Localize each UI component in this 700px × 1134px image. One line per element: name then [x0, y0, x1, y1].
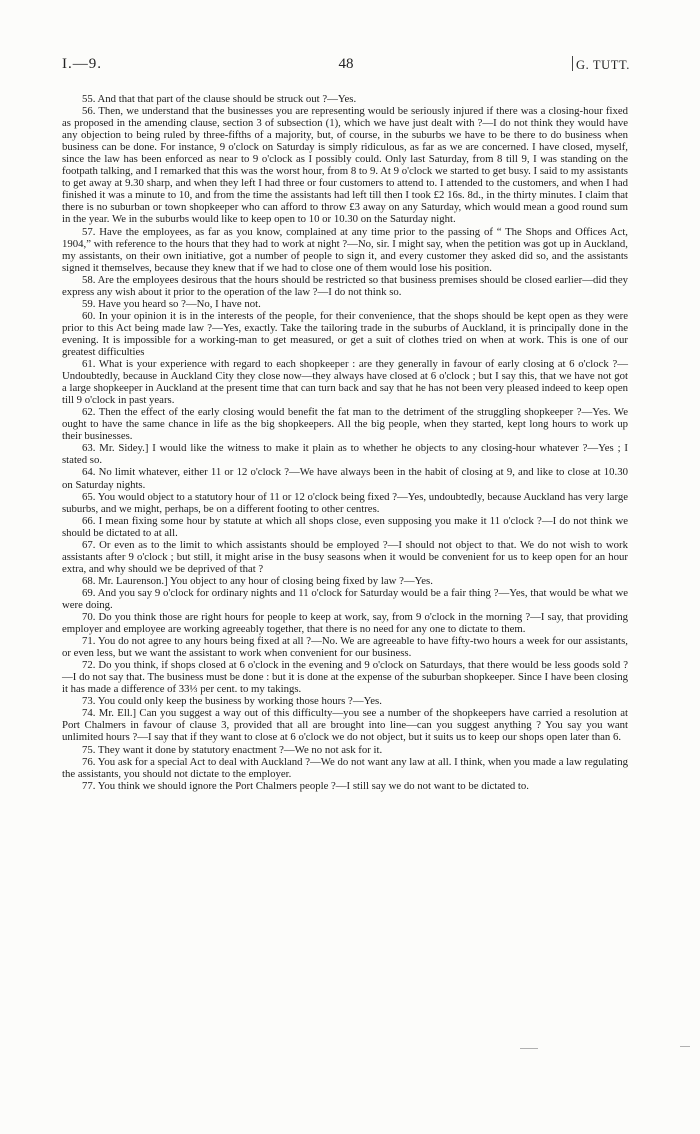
paragraph: 61. What is your experience with regard to each shopkeeper : are they generally in favour of early closing at 6 o'clock ?—Undoubtedly, because in Auckland City they close now—they always have closed at 6 o'clock ; but I say this, that we have not got a large shopkeeper in Auckland at the present time that can turn back and say that he has not been very pleased indeed to keep open till 9 o'clock in past years. [62, 358, 628, 407]
paragraph: 55. And that that part of the clause should be struck out ?—Yes. [82, 93, 357, 105]
page-header [62, 56, 630, 74]
paragraph: 70. Do you think those are right hours for people to keep at work, say, from 9 o'clock in the morning ?—I say, that providing employer and employee are working agreeably together, that there is no need for any one to dictate to them. [62, 611, 628, 636]
paragraph: 69. And you say 9 o'clock for ordinary nights and 11 o'clock for Saturday would be a fair thing ?—Yes, that would be what we were doing. [62, 586, 628, 611]
scan-mark [520, 1048, 538, 1049]
paragraph: 66. I mean fixing some hour by statute at which all shops close, even supposing you make it 11 o'clock ?—I do not think we should be dictated to at all. [62, 514, 628, 539]
paragraph: 76. You ask for a special Act to deal with Auckland ?—We do not want any law at all. I think, when you made a law regulating the assistants, you should not dictate to the employer. [62, 755, 628, 780]
paragraph: 57. Have the employees, as far as you know, complained at any time prior to the passing of “ The Shops and Offices Act, 1904,” with reference to the hours that they had to work at night ?—No, sir. I might say, when the petition was got up in Auckland, my assistants, on their own initiative, got a number of people to sign it, and every customer they asked did so, and the assistants signed it themselves, because they knew that if we had to close one of them would lose his position. [62, 225, 628, 274]
paragraph: 59. Have you heard so ?—No, I have not. [82, 297, 261, 310]
paragraph: 77. You think we should ignore the Port Chalmers people ?—I still say we do not want to be dictated to. [82, 779, 529, 792]
paragraph: 62. Then the effect of the early closing would benefit the fat man to the detriment of the struggling shopkeeper ?—Yes. We ought to have the same chance in life as the big shopkeepers. All the big people, when they started, kept long hours to work up their businesses. [62, 406, 628, 443]
scan-mark [680, 1046, 690, 1047]
page-number: 48 [338, 56, 354, 72]
witness-name [572, 56, 630, 73]
paragraph: 60. In your opinion it is in the interests of the people, for their convenience, that the shops should be kept open as they were prior to this Act being made law ?—Yes, exactly. Take the tailoring trade in the suburbs of Auckland, it is principally done in the evening. It is impossible for a working-man to get measured, or get a suit of clothes tried on when at work. This is one of our greatest difficulties [62, 309, 628, 358]
paragraph: 64. No limit whatever, either 11 or 12 o'clock ?—We have always been in the habit of closing at 9, and like to close at 10.30 on Saturday nights. [62, 466, 628, 491]
paragraph: 75. They want it done by statutory enactment ?—We no not ask for it. [82, 743, 383, 756]
paragraph: 68. Mr. Laurenson.] You object to any hour of closing being fixed by law ?—Yes. [82, 574, 433, 587]
evidence-body [62, 93, 628, 792]
paragraph: 67. Or even as to the limit to which assistants should be employed ?—I should not object to that. We do not wish to work assistants after 9 o'clock ; but still, it might arise in the busy seasons when it would be convenient for us to keep open for an hour extra, and why should we be deprived of that ? [62, 538, 628, 575]
paragraph: 71. You do not agree to any hours being fixed at all ?—No. We are agreeable to have fifty-two hours a week for our assistants, or even less, but we want the assistant to work when convenient for our business. [62, 635, 628, 660]
document-reference: I.—9. [62, 56, 102, 72]
paragraph: 63. Mr. Sidey.] I would like the witness to make it plain as to whether he objects to any closing-hour whatever ?—Yes ; I stated so. [62, 442, 628, 467]
paragraph: 74. Mr. Ell.] Can you suggest a way out of this difficulty—you see a number of the shopkeepers have carried a resolution at Port Chalmers in favour of clause 3, provided that all are brought into line—can you suggest anything ? You say you want unlimited hours ?—I say that if they want to close at 6 o'clock we do not object, but it suits us to keep our shops open later than 6. [62, 707, 628, 744]
paragraph: 65. You would object to a statutory hour of 11 or 12 o'clock being fixed ?—Yes, undoubtedly, because Auckland has very large suburbs, and we might, perhaps, be on a different footing to other centres. [62, 490, 628, 515]
witness-name-text: G. TUTT. [576, 58, 630, 72]
paragraph: 56. Then, we understand that the businesses you are representing would be seriously injured if there was a closing-hour fixed as proposed in the amending clause, section 3 of subsection (1), which we have just dealt with ?—I do not think they would have any objection to being ruled by three-fifths of a majority, but, of course, in the suburbs we have to be there to do business when business can be done. For instance, 9 o'clock on Saturday is simply ridiculous, as far as we are concerned. I have closed, myself, since the law has been enforced as near to 9 o'clock as I possibly could. Only last Saturday, from 8 till 9, I was standing on the footpath talking, and I remarked that this was the worst hour, from 8 to 9. At 9 o'clock we started to get busy. I said to my assistants to get away at 9.30 sharp, and when they left I had three or four customers to attend to. I attended to the customers, and when I had finished it was a minute to 10, and from the time the assistants had left till then I took £2 16s. 8d., in the thirty minutes. I claim that there is no suburban or town shopkeeper who can afford to throw £3 away on any Saturday, which would mean a good round sum in the year. We in the suburbs would like to keep open to 10 or 10.30 on the Saturday night. [62, 105, 628, 226]
paragraph: 72. Do you think, if shops closed at 6 o'clock in the evening and 9 o'clock on Saturdays, that there would be less goods sold ?—I do not say that. The business must be done : but it is done at the expense of the suburban shopkeeper. Since I have been closing it has made a difference of 33⅓ per cent. to my takings. [62, 659, 628, 696]
header-divider [572, 56, 573, 71]
paragraph: 73. You could only keep the business by working those hours ?—Yes. [82, 695, 382, 708]
paragraph: 58. Are the employees desirous that the hours should be restricted so that business premises should be closed earlier—did they express any wish about it prior to the operation of the law ?—I do not think so. [62, 273, 628, 298]
